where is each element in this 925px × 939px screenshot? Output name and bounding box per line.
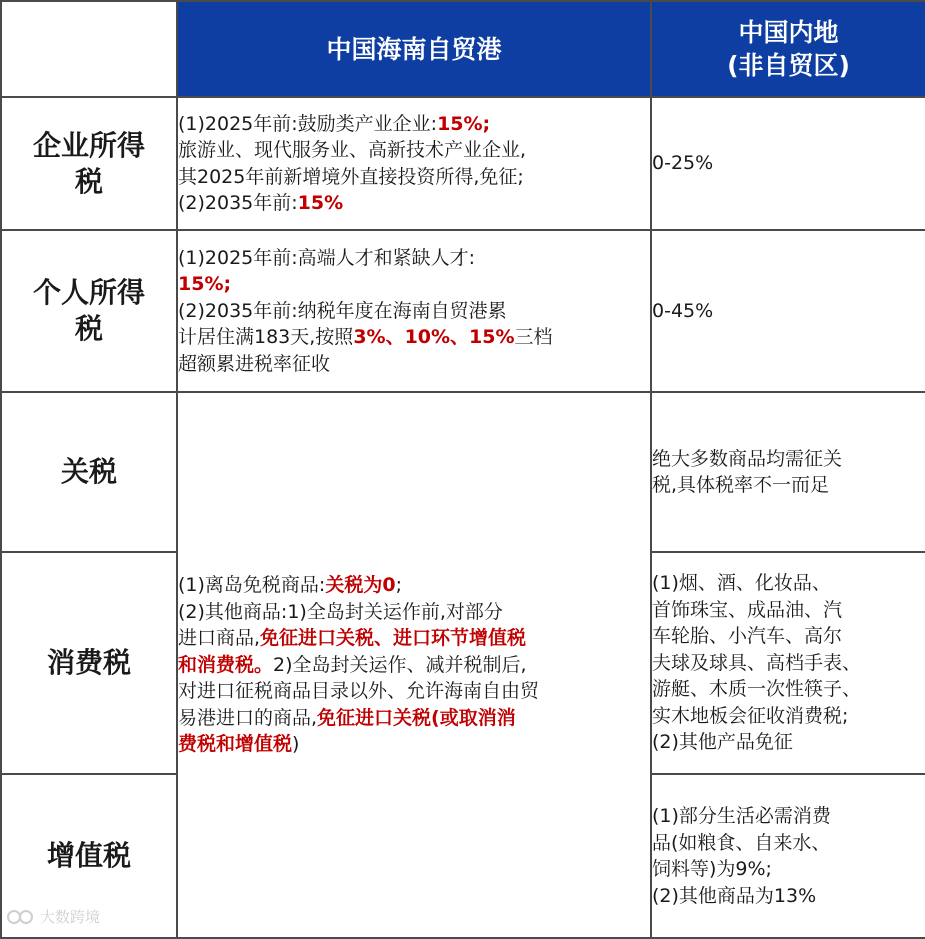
row-title-consumption: 消费税 (1, 552, 177, 774)
text-line: 税,具体税率不一而足 (652, 474, 830, 496)
mainland-consumption-cell (651, 552, 925, 774)
highlight-text: 15% (297, 192, 344, 214)
mainland-corporate-cell: 0-25% (651, 97, 925, 230)
text-line (178, 705, 650, 732)
highlight-text: 关税为0 (325, 574, 396, 597)
row-title-personal-line1: 个人所得 (32, 276, 145, 309)
row-title-personal (1, 230, 177, 392)
text-line (178, 324, 650, 351)
text-line: (2)其他商品为13% (652, 884, 817, 907)
text-span: (1)2025年前:鼓励类产业企业: (178, 112, 438, 135)
text-line: 夫球及球具、高档手表、 (652, 651, 862, 674)
highlight-text: 和消费税。 (178, 653, 274, 676)
text-line: (1)烟、酒、化妆品、 (652, 572, 831, 595)
header-blank (1, 1, 177, 97)
text-span: ; (395, 574, 402, 597)
text-line (178, 190, 650, 217)
text-line: 超额累进税率征收 (178, 352, 331, 375)
text-line: 旅游业、现代服务业、高新技术产业企业, (178, 139, 527, 161)
text-line (178, 731, 650, 758)
text-line (178, 652, 650, 679)
header-mainland-line2: (非自贸区) (727, 51, 850, 80)
header-row (1, 1, 925, 97)
text-line: 实木地板会征收消费税; (652, 704, 849, 727)
text-line: 首饰珠宝、成品油、汽 (652, 598, 843, 621)
row-title-personal-line2: 税 (74, 312, 103, 345)
watermark-text: 大数跨境 (40, 908, 101, 926)
row-corporate-income-tax (1, 97, 925, 230)
text-line: (2)2035年前:纳税年度在海南自贸港累 (178, 299, 507, 322)
text-span: (1)离岛免税商品: (178, 574, 326, 597)
row-tariff (1, 392, 925, 552)
text-span: 2)全岛封关运作、减并税制后, (273, 653, 527, 676)
highlight-text: 费税和增值税 (178, 733, 293, 756)
text-span: 进口商品, (178, 627, 261, 650)
text-span: (2)2035年前: (178, 192, 298, 214)
text-span: ) (292, 733, 300, 756)
highlight-text: 15%; (437, 112, 491, 135)
text-line: 对进口征税商品目录以外、允许海南自由贸 (178, 680, 540, 703)
row-title-corporate-line1: 企业所得 (32, 128, 145, 162)
mainland-tariff-cell (651, 392, 925, 552)
text-line: 品(如粮食、自来水、 (652, 831, 831, 854)
highlight-text: 15%; (178, 273, 232, 296)
watermark (6, 906, 100, 927)
row-personal-income-tax (1, 230, 925, 392)
text-span: 易港进口的商品, (178, 706, 318, 729)
text-line: 其2025年前新增境外直接投资所得,免征; (178, 165, 524, 188)
hainan-personal-cell (177, 230, 651, 392)
header-mainland-line1: 中国内地 (738, 18, 839, 47)
row-title-corporate (1, 97, 177, 230)
watermark-logo-icon (6, 908, 36, 926)
highlight-text: 3%、10%、15% (353, 326, 515, 349)
text-line: (1)部分生活必需消费 (652, 805, 831, 827)
row-title-tariff: 关税 (1, 392, 177, 552)
text-line: (2)其他商品:1)全岛封关运作前,对部分 (178, 600, 503, 623)
highlight-text: 免征进口关税(或取消消 (317, 706, 516, 729)
text-line: 游艇、木质一次性筷子、 (652, 678, 862, 701)
text-line (178, 625, 650, 652)
text-line: 绝大多数商品均需征关 (652, 447, 843, 470)
row-title-corporate-line2: 税 (74, 164, 103, 198)
hainan-merged-cell (177, 392, 651, 938)
highlight-text: 免征进口关税、进口环节增值税 (260, 627, 527, 650)
header-mainland (651, 1, 925, 97)
text-line: 车轮胎、小汽车、高尔 (652, 625, 843, 648)
text-span: 计居住满183天,按照 (178, 326, 354, 349)
text-line (178, 111, 650, 138)
text-line: (1)2025年前:高端人才和紧缺人才: (178, 246, 476, 269)
text-line: 饲料等)为9%; (652, 858, 772, 880)
row-title-vat: 增值税 (1, 774, 177, 938)
mainland-personal-cell: 0-45% (651, 230, 925, 392)
text-span: 三档 (514, 326, 553, 349)
header-hainan: 中国海南自贸港 (177, 1, 651, 97)
mainland-vat-cell (651, 774, 925, 938)
text-line: (2)其他产品免征 (652, 731, 793, 754)
text-line (178, 572, 650, 599)
hainan-corporate-cell (177, 97, 651, 230)
